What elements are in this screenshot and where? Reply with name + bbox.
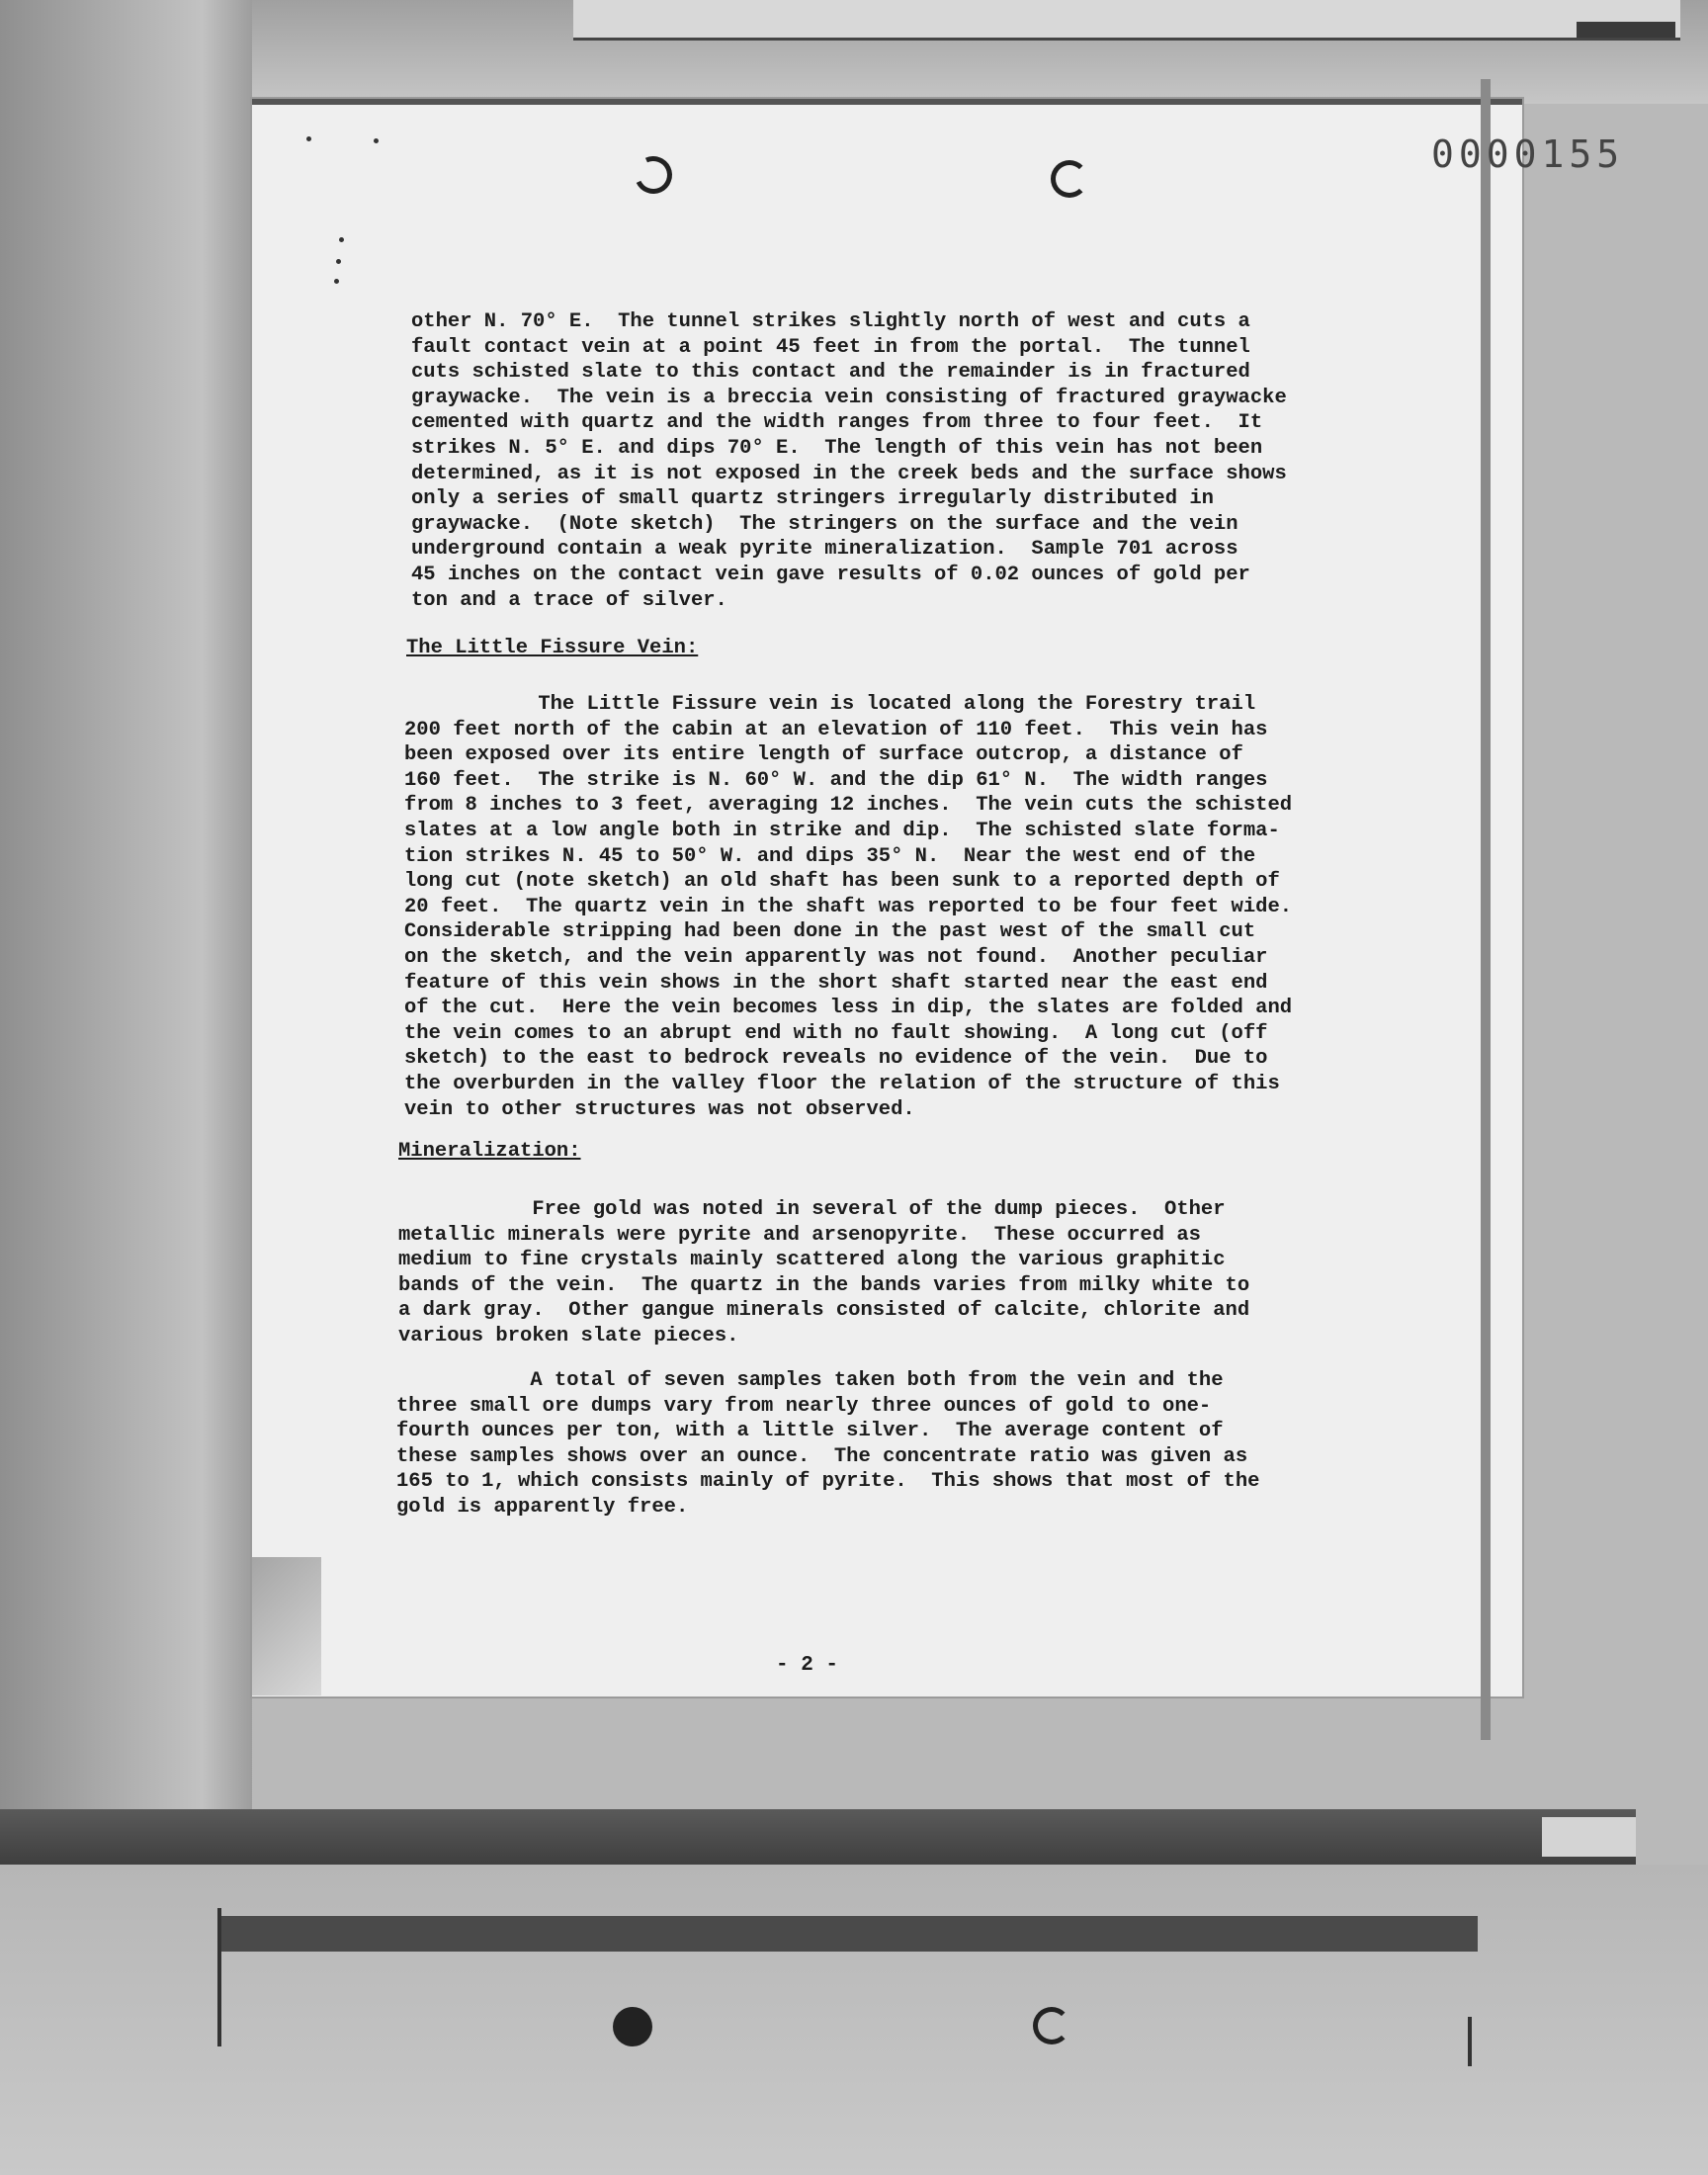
punch-hole bbox=[613, 2007, 652, 2046]
punch-hole bbox=[1051, 160, 1088, 198]
next-page-edge bbox=[0, 1865, 1708, 2175]
scan-background-left bbox=[0, 0, 252, 1809]
document-number: 0000155 bbox=[1431, 132, 1625, 176]
previous-page-edge bbox=[573, 0, 1680, 41]
scan-line bbox=[217, 1908, 221, 2046]
page-fold bbox=[252, 1557, 321, 1696]
page-number: - 2 - bbox=[776, 1654, 839, 1677]
scan-artifact bbox=[1542, 1817, 1636, 1857]
body-paragraph: other N. 70° E. The tunnel strikes slightly north of west and cuts a fault contact vein at a point 45 feet in from the portal. The tunnel cuts schisted slate to this contact and the remainder is in fractured graywacke. The vein is a breccia vein consisting of fractured graywacke cemented with quartz and the width ranges from three to four feet. It strikes N. 5° E. and dips 70° E. The length of this vein has not been determined, as it is not exposed in the creek beds and the surface shows only a series of small quartz stringers irregularly distributed in graywacke. (Note sketch) The stringers on the surface and the vein underground contain a weak pyrite mineralization. Sample 701 across 45 inches on the contact vein gave results of 0.02 ounces of gold per ton and a trace of silver. bbox=[411, 310, 1287, 612]
scan-dark-band bbox=[217, 1916, 1478, 1952]
body-paragraph: A total of seven samples taken both from the vein and the three small ore dumps vary from nearly three ounces of gold to one- fourth ounces per ton, with a little silver. The average content of these samples shows over an ounce. The concentrate ratio was given as 165 to 1, which consists mainly of pyrite. This shows that most of the gold is apparently free. bbox=[396, 1369, 1260, 1519]
scan-dark-band bbox=[0, 1809, 1636, 1865]
scan-speck bbox=[374, 138, 379, 143]
page-edge bbox=[1481, 79, 1491, 1740]
scan-speck bbox=[334, 279, 339, 284]
section-heading: The Little Fissure Vein: bbox=[406, 637, 699, 659]
scan-line bbox=[1468, 2017, 1472, 2066]
section-heading: Mineralization: bbox=[398, 1140, 581, 1163]
scan-artifact bbox=[1577, 22, 1675, 38]
scan-speck bbox=[306, 136, 311, 141]
punch-hole bbox=[1033, 2007, 1070, 2044]
body-paragraph: Free gold was noted in several of the dump pieces. Other metallic minerals were pyrite and arsenopyrite. These occurred as medium to fine crystals mainly scattered along the various graphitic bands of the vein. The quartz in the bands varies from milky white to a dark gray. Other gangue minerals consisted of calcite, chlorite and various broken slate pieces. bbox=[398, 1198, 1250, 1348]
scan-speck bbox=[336, 259, 341, 264]
scan-speck bbox=[339, 237, 344, 242]
body-paragraph: The Little Fissure vein is located along the Forestry trail 200 feet north of the cabin at an elevation of 110 feet. This vein has been exposed over its entire length of surface outcrop, a distance of 160 feet. The strike is N. 60° W. and the dip 61° N. The width ranges from 8 inches to 3 feet, averaging 12 inches. The vein cuts the schisted slates at a low angle both in strike and dip. The schisted slate forma- tion strikes N. 45 to 50° W. and dips 35° N. Near the west end of the long cut (note sketch) an old shaft has been sunk to a reported depth of 20 feet. The quartz vein in the shaft was reported to be four feet wide. Considerable stripping had been done in the past west of the small cut on the sketch, and the vein apparently was not found. Another peculiar feature of this vein shows in the short shaft started near the east end of the cut. Here the vein becomes less in dip, the slates are folded and the vein comes to an abrupt end with no fault showing. A long cut (off sketch) to the east to bedrock reveals no evidence of the vein. Due to the overburden in the valley floor the relation of the structure of this vein to other structures was not observed. bbox=[404, 693, 1293, 1121]
